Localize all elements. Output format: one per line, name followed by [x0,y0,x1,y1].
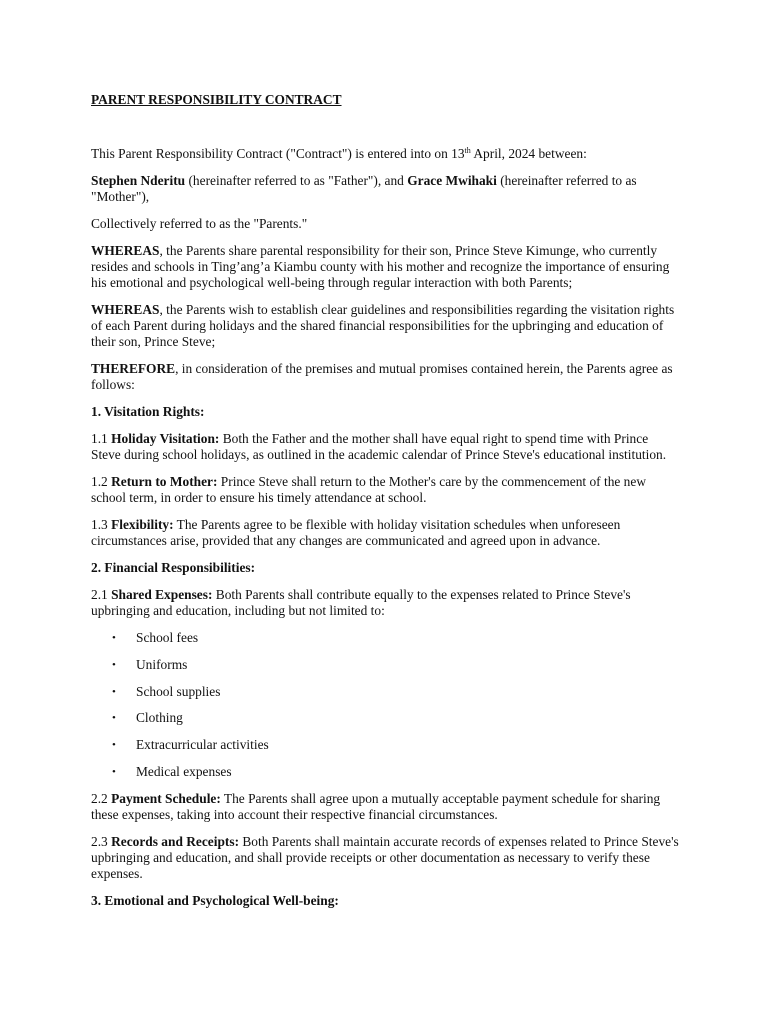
bullet-icon: • [112,712,116,725]
whereas-lead: WHEREAS [91,243,160,258]
collective-paragraph: Collectively referred to as the "Parents." [91,216,308,231]
clause-1-2 [91,474,681,506]
mother-reference: (hereinafter referred to as "Mother"), [91,173,637,204]
whereas-text: , the Parents share parental responsibility for their son, Prince Steve Kimunge, who currently resides and schools in Ting’ang’a Kiambu county with his mother and recognize the importance of ensuring his emotional and psychological well-being through regular interaction with both Parents; [91,243,670,290]
whereas-paragraph-2 [91,302,681,350]
bullet-icon: • [112,632,116,644]
clause-text: The Parents shall agree upon a mutually acceptable payment schedule for sharing these expenses, taking into account their respective financial circumstances. [91,790,661,822]
bullet-icon: • [112,685,116,698]
document-title: PARENT RESPONSIBILITY CONTRACT [91,92,342,107]
list-item-text: Clothing [136,710,183,726]
clause-term: Holiday Visitation: [111,431,220,446]
therefore-text: , in consideration of the premises and mutual promises contained herein, the Parents agree as follows: [91,361,673,392]
clause-number: 1.1 [91,431,112,446]
clause-text: Both Parents shall maintain accurate records of expenses related to Prince Steve's upbringing and education, and shall provide receipts or other documentation as necessary to verify these expenses. [91,833,679,881]
clause-text: Both the Father and the mother shall have equal right to spend time with Prince Steve during school holidays, as outlined in the academic calendar of Prince Steve's educational institution. [91,431,667,462]
clause-text: The Parents agree to be flexible with holiday visitation schedules when unforeseen circumstances arise, provided that any changes are communicated and agreed upon in advance. [91,517,621,548]
whereas-paragraph-1 [91,243,681,291]
father-reference: (hereinafter referred to as "Father"), and [185,173,408,188]
list-item-text: Extracurricular activities [136,737,269,753]
intro-text: This Parent Responsibility Contract ("Contract") is entered into on 13 [91,146,465,161]
bullet-icon: • [112,658,116,671]
parties-paragraph [91,173,681,205]
intro-text-end: April, 2024 between: [470,146,587,161]
clause-text: Prince Steve shall return to the Mother's care by the commencement of the new school term, in order to ensure his timely attendance at school. [91,474,646,505]
clause-number: 2.1 [91,587,112,602]
whereas-lead: WHEREAS [91,302,160,317]
clause-1-1 [91,431,681,463]
expense-list [91,630,681,780]
section-heading-visitation: 1. Visitation Rights: [91,404,205,419]
list-item-text: School fees [136,630,199,645]
list-item [91,710,681,726]
clause-text: Both Parents shall contribute equally to the expenses related to Prince Steve's upbringing and education, including but not limited to: [91,587,631,618]
clause-term: Flexibility: [111,517,174,532]
therefore-lead: THEREFORE [91,361,176,376]
bullet-icon: • [112,739,116,752]
clause-1-3 [91,517,681,549]
clause-2-1 [91,587,681,619]
list-item [91,764,681,780]
list-item-text: Uniforms [136,656,188,672]
therefore-paragraph [91,361,681,393]
document-page [91,92,681,920]
list-item [91,630,681,646]
clause-number: 2.3 [91,833,112,849]
date-ordinal-suffix: th [464,146,471,155]
father-name: Stephen Nderitu [91,173,186,188]
clause-term: Return to Mother: [111,474,218,489]
list-item [91,737,681,753]
mother-name: Grace Mwihaki [407,173,497,188]
clause-term: Records and Receipts: [111,833,240,849]
clause-number: 2.2 [91,790,112,806]
clause-term: Shared Expenses: [111,587,213,602]
list-item-text: School supplies [136,683,221,699]
clause-term: Payment Schedule: [111,790,221,806]
clause-number: 1.2 [91,474,112,489]
whereas-text: , the Parents wish to establish clear guidelines and responsibilities regarding the visitation rights of each Parent during holidays and the shared financial responsibilities for the upbringing and education of their son, Prince Steve; [91,302,675,349]
section-heading-wellbeing: 3. Emotional and Psychological Well-being: [91,892,339,908]
clause-2-3 [91,834,681,882]
clause-2-2 [91,791,681,823]
clause-number: 1.3 [91,517,112,532]
list-item [91,657,681,673]
intro-paragraph [91,146,681,162]
bullet-icon: • [112,765,116,778]
list-item-text: Medical expenses [136,763,232,779]
list-item [91,684,681,700]
section-heading-financial: 2. Financial Responsibilities: [91,560,256,575]
